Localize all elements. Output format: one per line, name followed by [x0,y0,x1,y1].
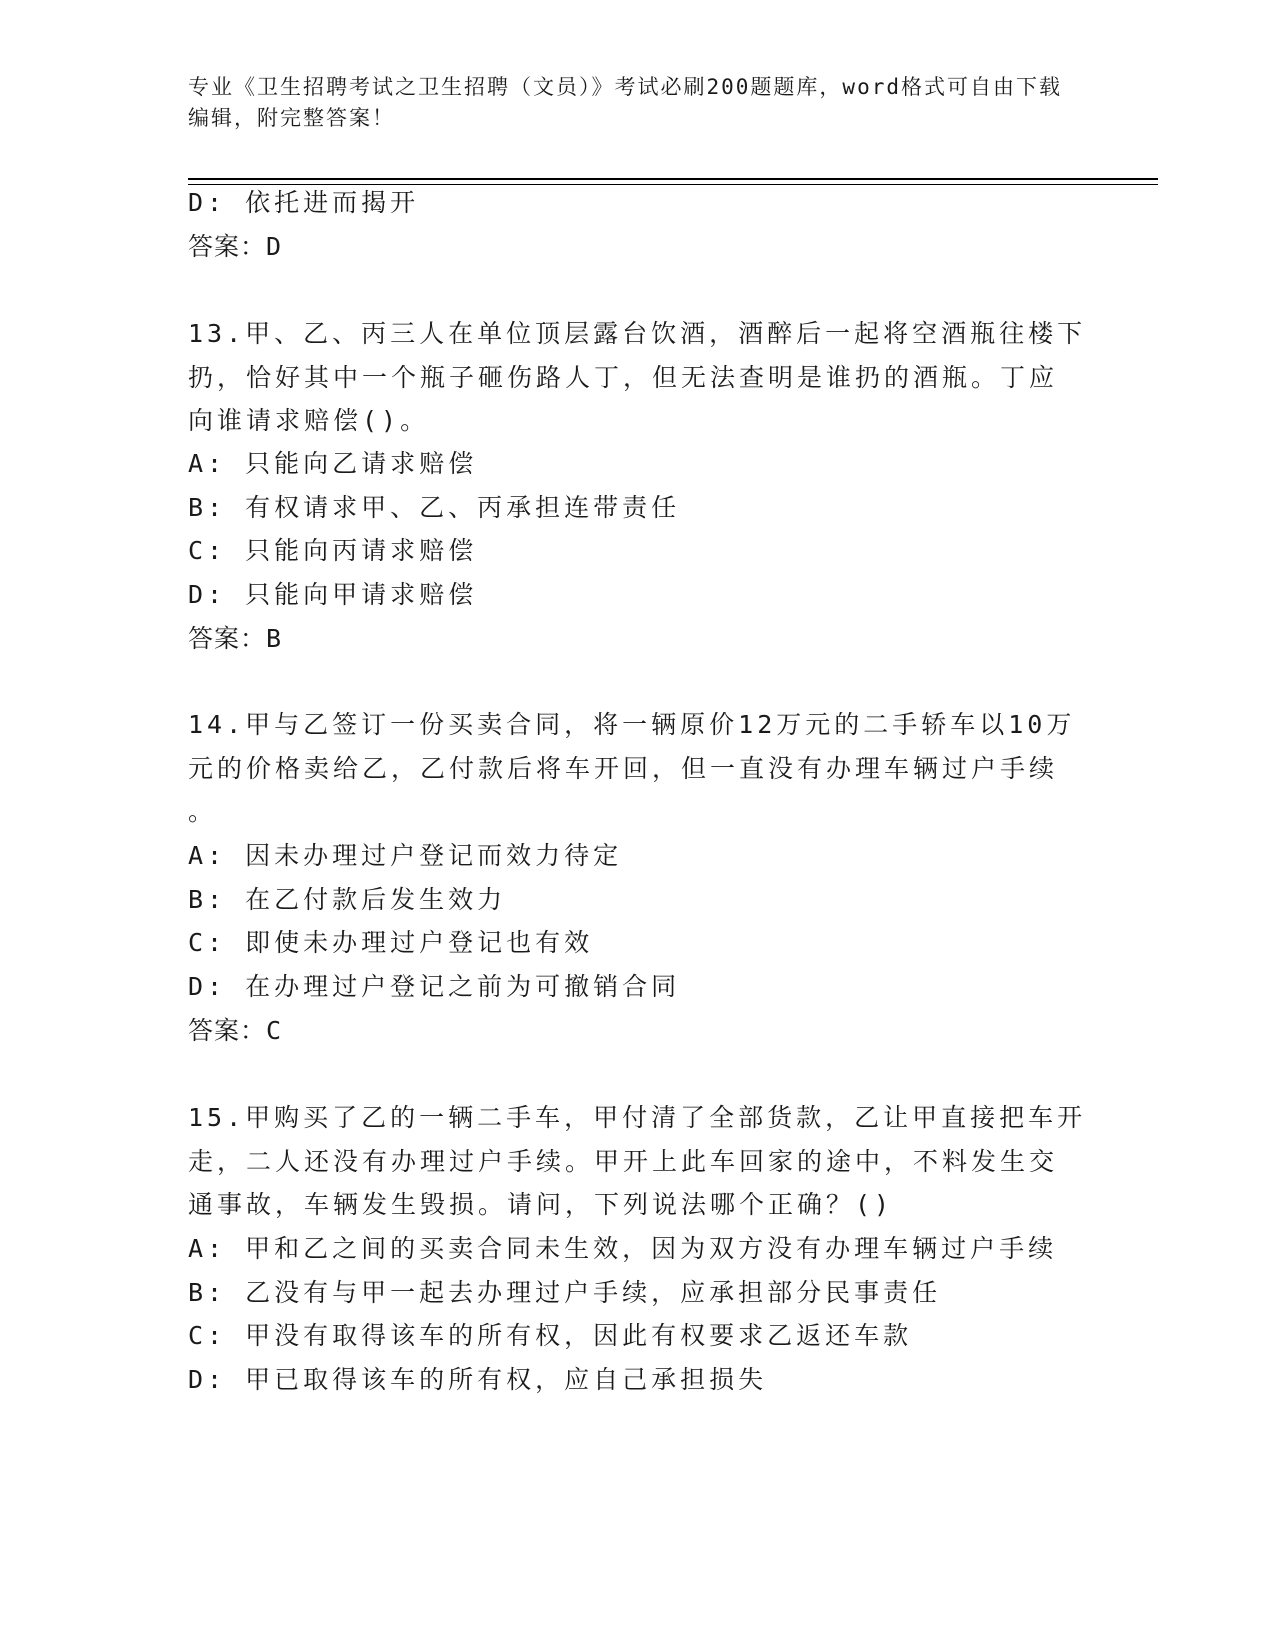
question-13-stem-line-1: 13.甲、乙、丙三人在单位顶层露台饮酒，酒醉后一起将空酒瓶往楼下 [188,319,1087,348]
prev-option-d: D: 依托进而揭开 [188,188,420,217]
question-14-option-c: C: 即使未办理过户登记也有效 [188,928,594,957]
question-15-option-b: B: 乙没有与甲一起去办理过户手续，应承担部分民事责任 [188,1278,942,1307]
question-13-stem-line-2: 扔，恰好其中一个瓶子砸伤路人丁，但无法查明是谁扔的酒瓶。丁应 [188,363,1059,392]
prev-answer: 答案：D [188,232,283,261]
question-13-option-d: D: 只能向甲请求赔偿 [188,580,478,609]
question-13-answer: 答案：B [188,624,283,653]
question-15-option-a: A: 甲和乙之间的买卖合同未生效，因为双方没有办理车辆过户手续 [188,1234,1058,1263]
question-13-option-b: B: 有权请求甲、乙、丙承担连带责任 [188,493,681,522]
question-14-option-d: D: 在办理过户登记之前为可撤销合同 [188,972,681,1001]
page-header: 专业《卫生招聘考试之卫生招聘（文员）》考试必刷200题题库，word格式可自由下载编辑，附完整答案！ [188,75,1062,130]
question-14-option-b: B: 在乙付款后发生效力 [188,885,507,914]
question-14-stem-line-1: 14.甲与乙签订一份买卖合同，将一辆原价12万元的二手轿车以10万 [188,710,1076,739]
question-15-stem-line-3: 通事故，车辆发生毁损。请问，下列说法哪个正确？() [188,1190,894,1219]
question-13-option-a: A: 只能向乙请求赔偿 [188,449,478,478]
question-14-answer: 答案：C [188,1016,283,1045]
question-15-stem-line-2: 走，二人还没有办理过户手续。甲开上此车回家的途中，不料发生交 [188,1147,1059,1176]
question-13-stem-line-3: 向谁请求赔偿()。 [188,406,430,435]
question-14-stem-line-2: 元的价格卖给乙，乙付款后将车开回，但一直没有办理车辆过户手续 [188,754,1059,783]
question-15-stem-line-1: 15.甲购买了乙的一辆二手车，甲付清了全部货款，乙让甲直接把车开 [188,1103,1087,1132]
question-14-option-a: A: 因未办理过户登记而效力待定 [188,841,623,870]
question-13-option-c: C: 只能向丙请求赔偿 [188,536,478,565]
question-15-option-c: C: 甲没有取得该车的所有权，因此有权要求乙返还车款 [188,1321,913,1350]
question-14-stem-line-3: 。 [188,797,218,826]
question-15-option-d: D: 甲已取得该车的所有权，应自己承担损失 [188,1365,768,1394]
